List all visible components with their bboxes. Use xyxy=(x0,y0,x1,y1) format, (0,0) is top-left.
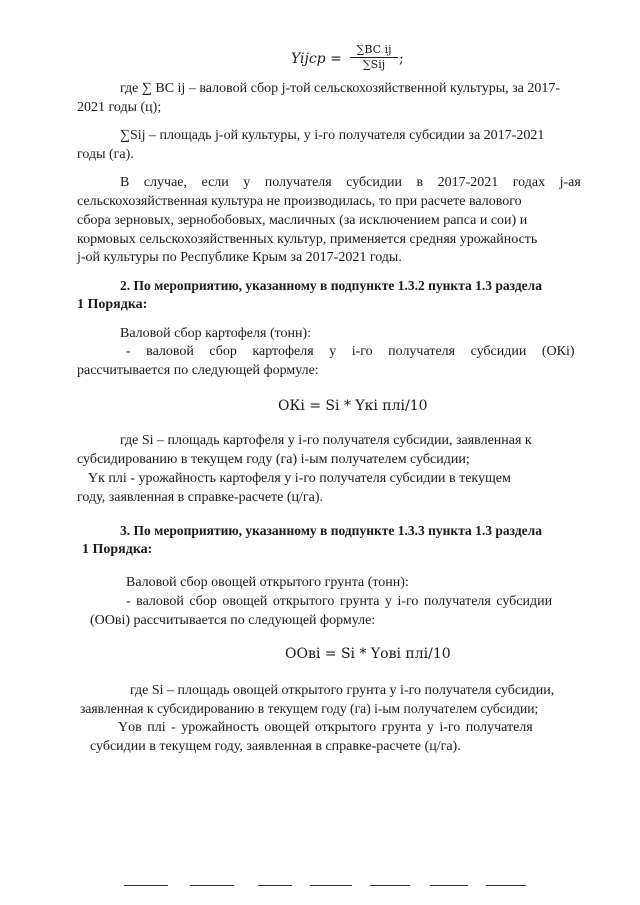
yield-formula-numerator: ∑BC ij xyxy=(350,44,398,58)
footer-mark xyxy=(124,885,168,886)
section-3-line-1: - валовой сбор овощей открытого грунта у i-го получателя субсидии xyxy=(126,594,553,609)
p2-line-2: годы (га). xyxy=(77,147,134,162)
section-2-title: Валовой сбор картофеля (тонн): xyxy=(120,326,312,341)
section-2-where-line-1: где Si – площадь картофеля у i-го получателя субсидии, заявленная к xyxy=(120,433,532,448)
section-3-heading-line-1: 3. По мероприятию, указанному в подпункте 1.3.3 пункта 1.3 раздела xyxy=(120,523,542,538)
p2-line-1: ∑Sij – площадь j-ой культуры, у i-го получателя субсидии за 2017-2021 xyxy=(120,128,545,143)
section-3-heading-line-2: 1 Порядка: xyxy=(82,542,153,557)
yield-formula-tail: ; xyxy=(399,51,404,67)
p3-line-5: j-ой культуры по Республике Крым за 2017-2021 годы. xyxy=(77,250,402,265)
section-2-yield-line-1: Yк плi - урожайность картофеля у i-го получателя субсидии в текущем xyxy=(88,471,511,486)
p1-line-1: где ∑ ВС ij – валовой сбор j-той сельскохозяйственной культуры, за 2017- xyxy=(120,81,561,96)
section-3-yield-line-1: Yов плi - урожайность овощей открытого грунта у i-го получателя xyxy=(118,720,533,735)
yield-formula-denominator: ∑Sij xyxy=(362,58,386,71)
footer-mark xyxy=(258,885,292,886)
section-2-line-1: - валовой сбор картофеля у i-го получателя субсидии (ОКi) xyxy=(126,344,575,359)
p3-line-3: сбора зерновых, зернобобовых, масличных (за исключением рапса и сои) и xyxy=(77,213,528,228)
p1-line-2: 2021 годы (ц); xyxy=(77,100,162,115)
section-2-yield-line-2: году, заявленная в справке-расчете (ц/га). xyxy=(77,490,324,505)
footer-mark xyxy=(310,885,352,886)
section-3-where-line-1: где Si – площадь овощей открытого грунта у i-го получателя субсидии, xyxy=(130,683,555,698)
section-3-formula: ООвi = Si * Yовi плi/10 xyxy=(285,646,451,662)
section-3-title: Валовой сбор овощей открытого грунта (тонн): xyxy=(126,575,409,590)
yield-formula-fraction xyxy=(350,44,398,71)
footer-mark xyxy=(430,885,468,886)
footer-mark xyxy=(190,885,234,886)
section-2-heading-line-2: 1 Порядка: xyxy=(77,297,148,312)
section-3-where-line-2: заявленная к субсидированию в текущем году (га) i-ым получателем субсидии; xyxy=(80,701,539,716)
section-2-where-line-2: субсидированию в текущем году (га) i-ым получателем субсидии; xyxy=(77,452,470,467)
p3-line-2: сельскохозяйственная культура не производилась, то при расчете валового xyxy=(77,194,522,209)
p3-line-4: кормовых сельскохозяйственных культур, применяется средняя урожайность xyxy=(77,232,538,247)
footer-mark xyxy=(486,885,526,886)
footer-mark xyxy=(370,885,410,886)
yield-formula-lhs: Yijcp = xyxy=(291,51,342,67)
section-2-heading-line-1: 2. По мероприятию, указанному в подпункте 1.3.2 пункта 1.3 раздела xyxy=(120,278,542,293)
section-3-line-2: (ООвi) рассчитывается по следующей формуле: xyxy=(90,613,376,628)
section-2-formula: ОКi = Si * Yкi плi/10 xyxy=(278,398,428,414)
section-3-yield-line-2: субсидии в текущем году, заявленная в справке-расчете (ц/га). xyxy=(90,739,461,754)
section-2-line-2: рассчитывается по следующей формуле: xyxy=(77,363,319,378)
p3-line-1: В случае, если у получателя субсидии в 2017-2021 годах j-ая xyxy=(120,175,581,190)
